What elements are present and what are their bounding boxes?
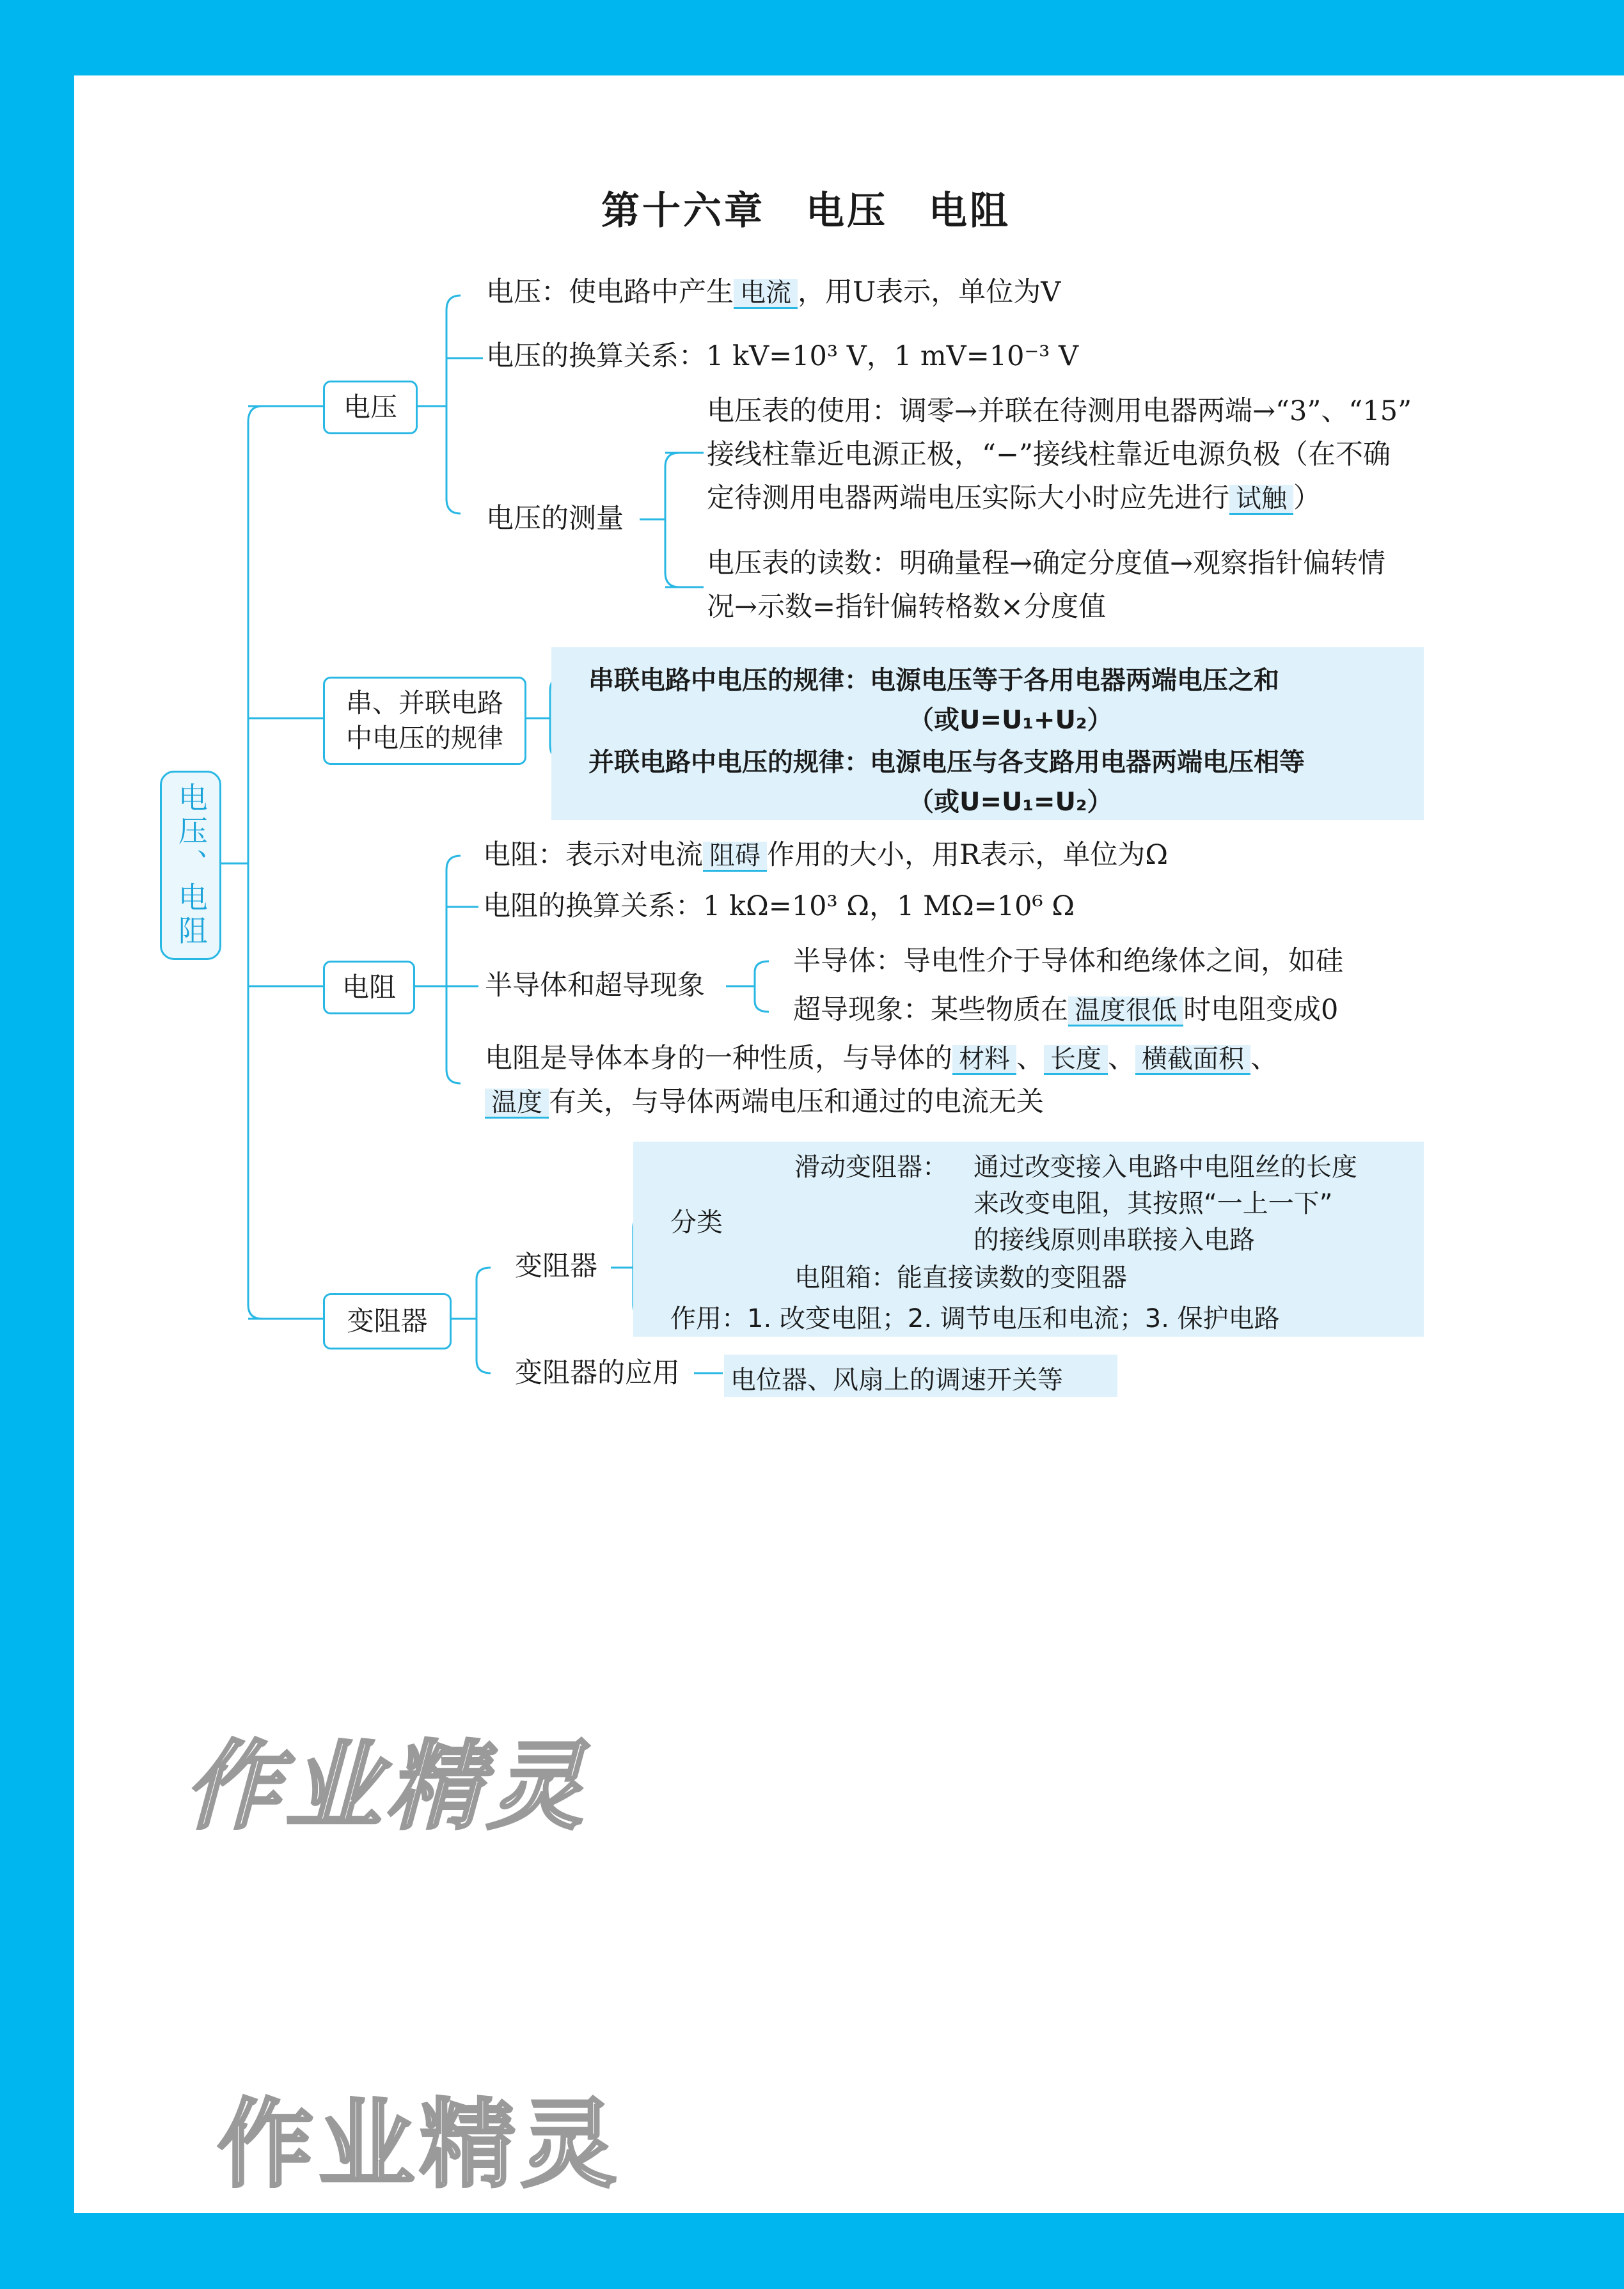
resistance-definition-pre: 电阻：表示对电流 xyxy=(483,839,703,871)
answer-blank-trial-touch: 试触 xyxy=(1229,485,1293,515)
superconduct-pre: 超导现象：某些物质在 xyxy=(793,994,1068,1026)
series-law-line1: 串联电路中电压的规律：电源电压等于各用电器两端电压之和 xyxy=(588,666,1279,695)
page-title: 第十六章 电压 电阻 xyxy=(601,189,1011,233)
semiconductor-text: 半导体：导电性介于导体和绝缘体之间，如硅 xyxy=(793,945,1343,977)
node-law-label-line2: 中电压的规律 xyxy=(346,723,503,753)
superconduct-text xyxy=(793,994,1338,1027)
node-rheostat-label: 变阻器 xyxy=(347,1305,428,1337)
resistance-nature-pre: 电阻是导体本身的一种性质，与导体的 xyxy=(485,1042,952,1074)
voltmeter-usage-line2: 接线柱靠近电源正极，“−”接线柱靠近电源负极（在不确 xyxy=(707,439,1391,471)
root-label: 电压、电阻 xyxy=(173,782,209,948)
superconduct-post: 时电阻变成0 xyxy=(1183,994,1339,1026)
node-law xyxy=(323,677,526,765)
answer-blank-low-temperature: 温度很低 xyxy=(1068,996,1183,1027)
voltmeter-usage-line3-pre: 定待测用电器两端电压实际大小时应先进行 xyxy=(707,482,1229,514)
voltage-definition-pre: 电压：使电路中产生 xyxy=(486,276,734,308)
slide-rheostat-line1: 通过改变接入电路中电阻丝的长度 xyxy=(974,1152,1357,1182)
answer-blank-cross-section: 横截面积 xyxy=(1135,1045,1250,1075)
rheostat-application: 电位器、风扇上的调速开关等 xyxy=(730,1365,1063,1395)
resistance-nature-line2 xyxy=(485,1086,1044,1119)
voltmeter-usage-line3-post: ） xyxy=(1293,482,1321,514)
resistance-definition xyxy=(483,839,1168,872)
voltage-definition xyxy=(486,276,1060,310)
rheostat-sub-label: 变阻器 xyxy=(515,1250,597,1282)
resistance-nature-line1 xyxy=(485,1042,1278,1076)
node-voltage xyxy=(323,381,418,434)
node-law-label-line1: 串、并联电路 xyxy=(346,687,503,718)
answer-blank-current: 电流 xyxy=(734,279,798,309)
watermark-bottom: 作业精灵 xyxy=(217,2089,622,2201)
voltage-measure-label: 电压的测量 xyxy=(486,503,624,535)
node-voltage-label: 电压 xyxy=(343,391,397,423)
node-resistance xyxy=(323,961,415,1014)
resistance-definition-post: 作用的大小，用R表示，单位为Ω xyxy=(767,839,1169,871)
voltage-conversion: 电压的换算关系：1 kV=10³ V，1 mV=10⁻³ V xyxy=(486,340,1079,372)
node-rheostat xyxy=(323,1293,452,1349)
rheostat-function: 作用：1. 改变电阻；2. 调节电压和电流；3. 保护电路 xyxy=(670,1304,1280,1333)
slide-rheostat-line3: 的接线原则串联接入电路 xyxy=(974,1225,1255,1255)
resistance-conversion: 电阻的换算关系：1 kΩ=10³ Ω，1 MΩ=10⁶ Ω xyxy=(483,890,1075,922)
voltmeter-reading-line2: 况→示数=指针偏转格数×分度值 xyxy=(707,591,1107,623)
semiconductor-label: 半导体和超导现象 xyxy=(485,970,705,1002)
slide-rheostat-title: 滑动变阻器： xyxy=(794,1152,948,1182)
answer-blank-length: 长度 xyxy=(1044,1045,1108,1075)
series-law-line2: （或U=U₁+U₂） xyxy=(908,705,1113,735)
parallel-law-line2: （或U=U₁=U₂） xyxy=(908,787,1113,817)
voltage-definition-post: ，用U表示，单位为V xyxy=(798,276,1061,308)
separator: 、 xyxy=(1250,1042,1278,1074)
root-node xyxy=(160,771,221,960)
voltmeter-usage-line1: 电压表的使用：调零→并联在待测用电器两端→“3”、“15” xyxy=(707,395,1412,427)
slide-rheostat-line2: 来改变电阻，其按照“一上一下” xyxy=(974,1189,1333,1218)
rheostat-application-label: 变阻器的应用 xyxy=(515,1357,680,1389)
separator: 、 xyxy=(1016,1042,1044,1074)
separator: 、 xyxy=(1108,1042,1135,1074)
answer-blank-material: 材料 xyxy=(952,1045,1016,1075)
voltmeter-reading-line1: 电压表的读数：明确量程→确定分度值→观察指针偏转情 xyxy=(707,547,1386,579)
node-resistance-label: 电阻 xyxy=(342,971,396,1003)
voltmeter-usage-line3 xyxy=(707,482,1321,515)
resistance-box: 电阻箱：能直接读数的变阻器 xyxy=(794,1263,1127,1293)
category-label: 分类 xyxy=(670,1207,723,1238)
answer-blank-hinder: 阻碍 xyxy=(703,842,767,872)
answer-blank-temperature: 温度 xyxy=(485,1089,549,1119)
resistance-nature-post: 有关，与导体两端电压和通过的电流无关 xyxy=(549,1086,1044,1118)
watermark-top: 作业精灵 xyxy=(177,1731,612,1843)
parallel-law-line1: 并联电路中电压的规律：电源电压与各支路用电器两端电压相等 xyxy=(588,748,1305,777)
